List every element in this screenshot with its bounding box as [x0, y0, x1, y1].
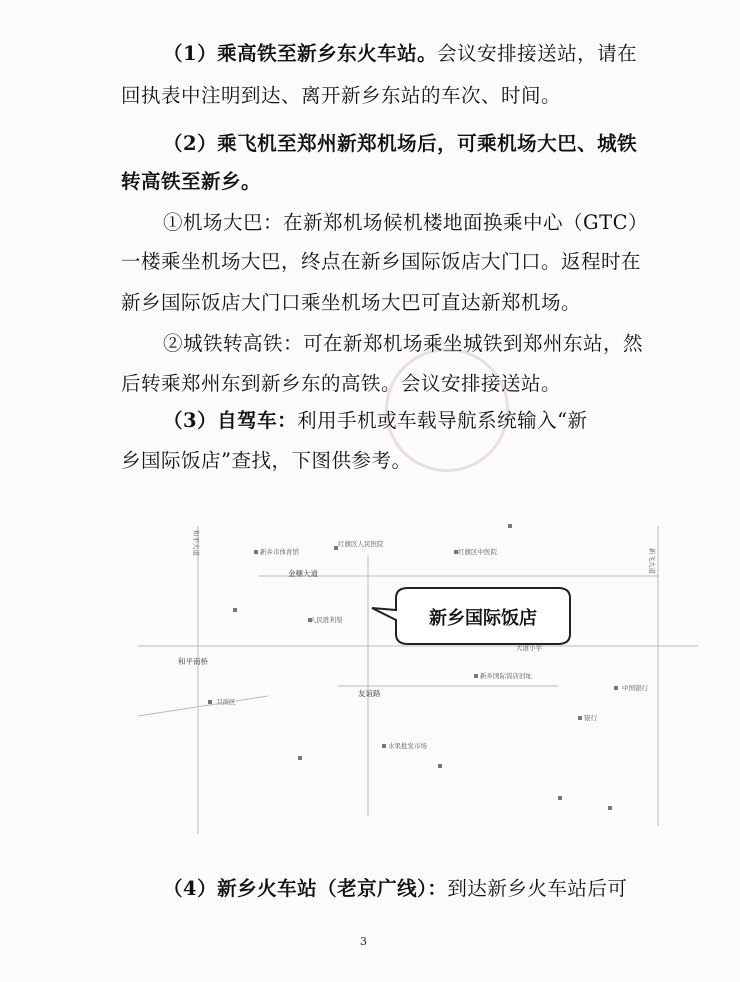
road-line — [138, 696, 268, 716]
poi-marker — [474, 674, 478, 678]
map-label: 中国银行 — [622, 684, 648, 692]
poi-marker — [208, 700, 212, 704]
poi-marker — [254, 550, 258, 554]
map-figure — [138, 516, 698, 834]
map-label: 水果批发市场 — [388, 742, 427, 750]
map-label: 大道小学 — [516, 644, 542, 652]
poi-marker — [578, 716, 582, 720]
text-old-train-station: 到达新乡火车站后可 — [447, 877, 628, 900]
poi-marker — [438, 764, 442, 768]
map-label: 友谊路 — [358, 689, 381, 698]
text-airport-bus-cont2: 新乡国际饭店大门口乘坐机场大巴可直达新郑机场。 — [121, 291, 582, 314]
poi-marker — [608, 806, 612, 810]
map-label: 新乡国际饭店旧址 — [480, 672, 532, 680]
heading-self-drive: （3）自驾车： — [163, 409, 298, 432]
text-intercity-rail: ②城铁转高铁：可在新郑机场乘坐城铁到郑州东站，然 — [163, 332, 644, 355]
poi-marker — [298, 756, 302, 760]
map-label: 人民胜利渠 — [310, 616, 343, 624]
text-self-drive: 利用手机或车载导航系统输入“新 — [297, 409, 588, 432]
map-label: 新飞大道 — [648, 548, 656, 574]
poi-marker — [382, 744, 386, 748]
paragraph-high-speed-rail — [163, 38, 637, 66]
map-label: 银行 — [584, 714, 597, 722]
map-label: 红旗区中医院 — [458, 548, 497, 556]
poi-marker — [233, 608, 237, 612]
callout-hotel-name: 新乡国际饭店 — [429, 608, 537, 629]
text-airport-bus-cont1: 一楼乘坐机场大巴，终点在新乡国际饭店大门口。返程时在 — [121, 250, 642, 273]
heading-airplane-cont: 转高铁至新乡。 — [121, 170, 262, 193]
map-label: 卫滨区 — [216, 698, 236, 706]
poi-marker — [558, 796, 562, 800]
poi-marker — [614, 686, 618, 690]
text-airport-bus: ①机场大巴：在新郑机场候机楼地面换乘中心（GTC） — [163, 211, 649, 234]
map-label: 金穗大道 — [288, 569, 318, 578]
page-number: 3 — [360, 935, 367, 948]
map-label: 新乡市体育馆 — [260, 548, 299, 556]
text-high-speed-rail-cont: 回执表中注明到达、离开新乡东站的车次、时间。 — [121, 84, 562, 107]
heading-airplane: （2）乘飞机至郑州新郑机场后，可乘机场大巴、城铁 — [163, 132, 638, 155]
heading-old-train-station: （4）新乡火车站（老京广线）： — [163, 877, 448, 900]
heading-high-speed-rail: （1）乘高铁至新乡东火车站。 — [163, 42, 438, 65]
map-label: 和平大道 — [192, 530, 200, 556]
map-svg — [138, 516, 698, 834]
text-self-drive-cont: 乡国际饭店”查找，下图供参考。 — [121, 449, 412, 472]
paragraph-self-drive — [163, 405, 588, 433]
text-intercity-rail-cont: 后转乘郑州东到新乡东的高铁。会议安排接送站。 — [121, 372, 562, 395]
map-label: 和平南桥 — [178, 657, 208, 666]
map-label: 红旗区人民医院 — [338, 540, 384, 548]
paragraph-old-train-station — [163, 873, 627, 901]
text-high-speed-rail: 会议安排接送站，请在 — [437, 42, 638, 65]
poi-marker — [508, 524, 512, 528]
